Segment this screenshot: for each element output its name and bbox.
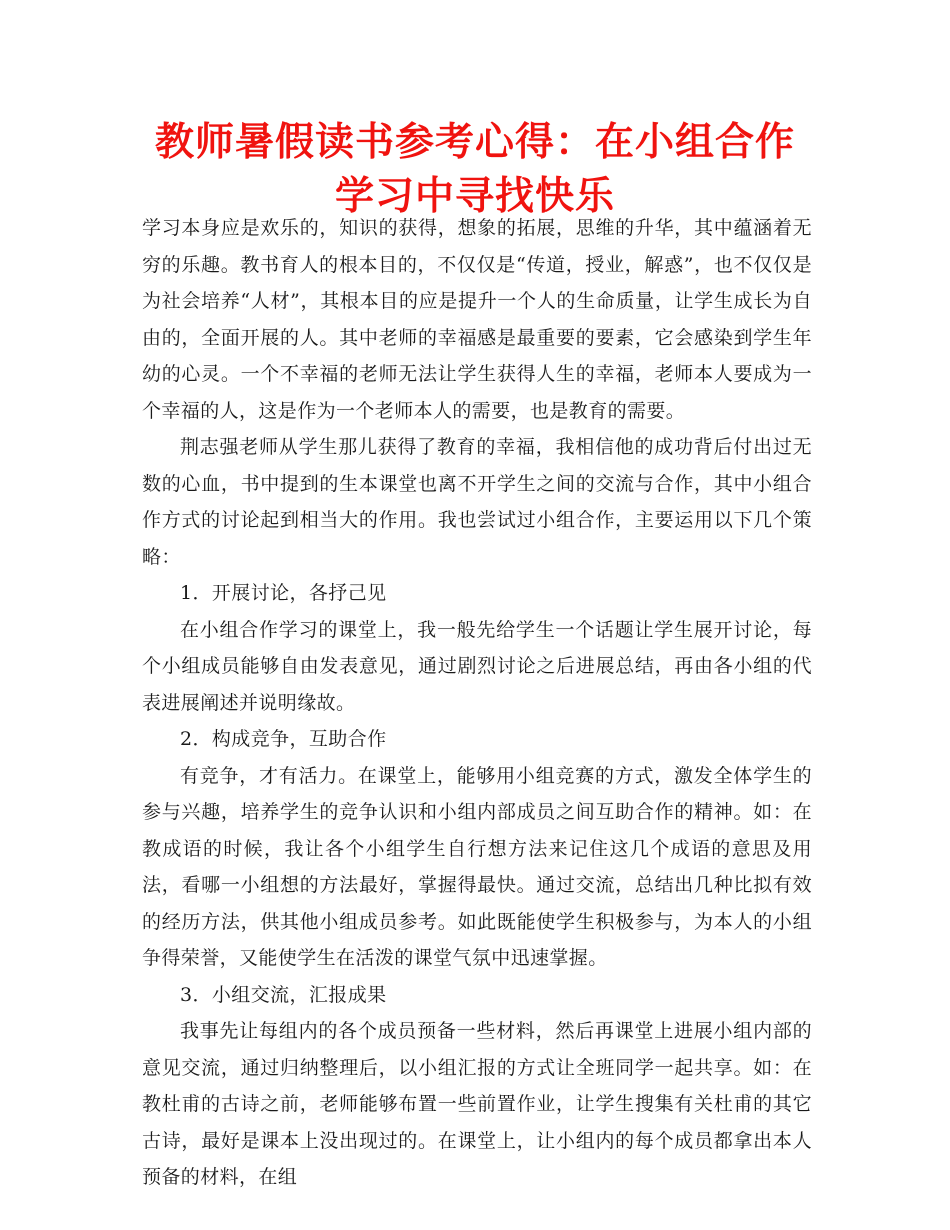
section-heading-2: 2．构成竞争，互助合作 xyxy=(180,728,387,750)
document-body xyxy=(142,210,812,1196)
document-title: 教师暑假读书参考心得：在小组合作学习中寻找快乐 xyxy=(154,120,795,219)
section-heading-1: 1．开展讨论，各抒己见 xyxy=(180,582,387,604)
paragraph-strategies-intro: 荆志强老师从学生那儿获得了教育的幸福，我相信他的成功背后付出过无数的心血，书中提到的生本课堂也离不开学生之间的交流与合作，其中小组合作方式的讨论起到相当大的作用。我也尝试过小组合作，主要运用以下几个策略： xyxy=(142,436,812,568)
paragraph-discussion: 在小组合作学习的课堂上，我一般先给学生一个话题让学生展开讨论，每个小组成员能够自由发表意见，通过剧烈讨论之后进展总结，再由各小组的代表进展阐述并说明缘故。 xyxy=(142,618,812,714)
section-heading-3: 3．小组交流，汇报成果 xyxy=(180,983,387,1006)
paragraph-intro: 学习本身应是欢乐的，知识的获得，想象的拓展，思维的升华，其中蕴涵着无穷的乐趣。教书育人的根本目的，不仅仅是“传道，授业，解惑”，也不仅仅是为社会培养“人材”，其根本目的应是提升一个人的生命质量，让学生成长为自由的，全面开展的人。其中老师的幸福感是最重要的要素，它会感染到学生年幼的心灵。一个不幸福的老师无法让学生获得人生的幸福，老师本人要成为一个幸福的人，这是作为一个老师本人的需要，也是教育的需要。 xyxy=(142,217,812,422)
paragraph-exchange: 我事先让每组内的各个成员预备一些材料，然后再课堂上进展小组内部的意见交流，通过归纳整理后，以小组汇报的方式让全班同学一起共享。如：在教杜甫的古诗之前，老师能够布置一些前置作业，让学生搜集有关杜甫的其它古诗，最好是课本上没出现过的。在课堂上，让小组内的每个成员都拿出本人预备的材料，在组 xyxy=(142,1020,812,1188)
paragraph-competition: 有竞争，才有活力。在课堂上，能够用小组竞赛的方式，激发全体学生的参与兴趣，培养学生的竞争认识和小组内部成员之间互助合作的精神。如：在教成语的时候，我让各个小组学生自行想方法来记住这几个成语的意思及用法，看哪一小组想的方法最好，掌握得最快。通过交流，总结出几种比拟有效的经历方法，供其他小组成员参考。如此既能使学生积极参与，为本人的小组争得荣誉，又能使学生在活泼的课堂气氛中迅速掌握。 xyxy=(142,764,812,969)
